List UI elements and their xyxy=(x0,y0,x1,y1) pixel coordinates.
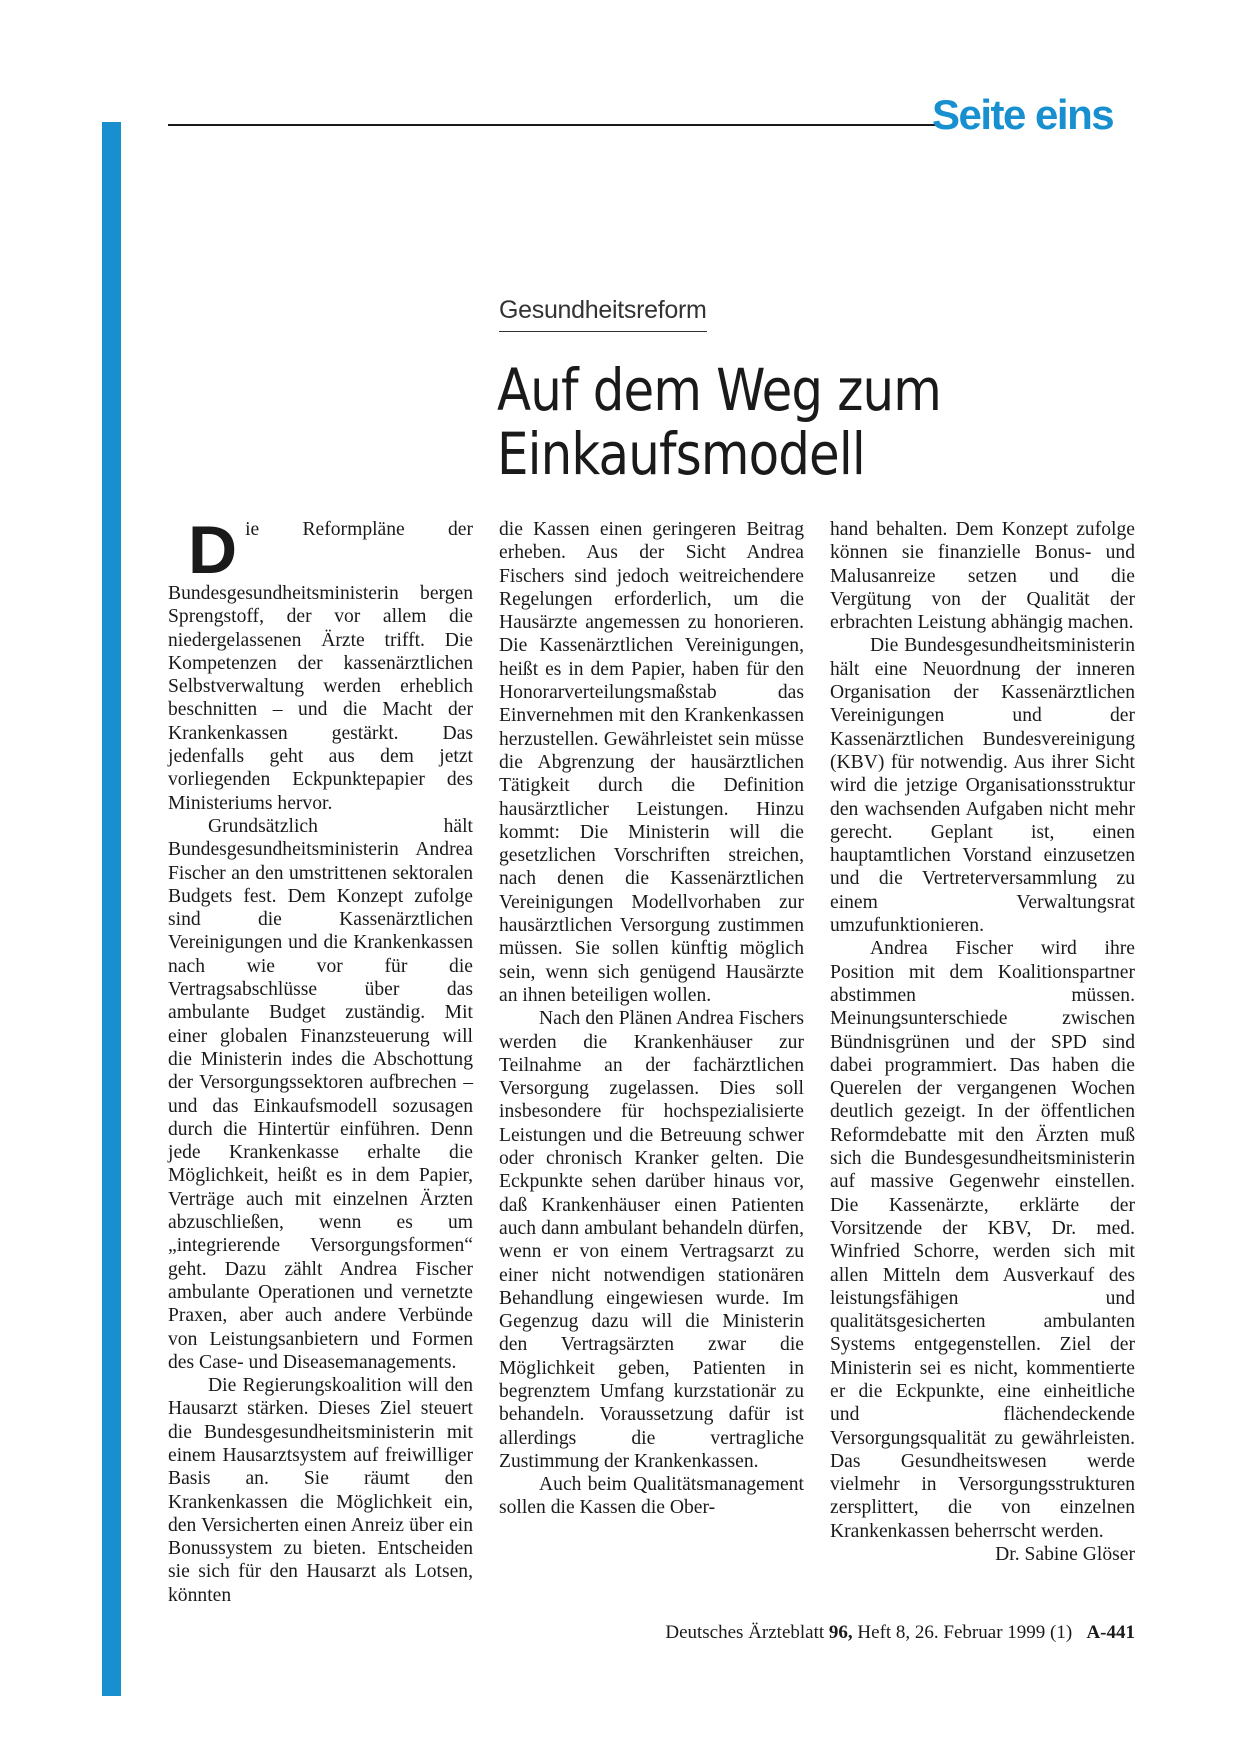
paragraph xyxy=(830,937,1135,1566)
author-signature: Dr. Sabine Glöser xyxy=(995,1544,1135,1566)
issue-date: Heft 8, 26. Februar 1999 (1) xyxy=(857,1622,1073,1643)
section-label: Seite eins xyxy=(932,91,1114,138)
article-rubric: Gesundheitsreform xyxy=(499,296,707,332)
headline-line-1: Auf dem Weg zum xyxy=(497,356,942,424)
article-column-3 xyxy=(830,518,1135,1566)
page-number: A-441 xyxy=(1086,1622,1135,1643)
header-rule xyxy=(168,124,936,126)
paragraph: hand behalten. Dem Konzept zufolge können sie finanzielle Bonus- und Malusanreize setzen und die Vergütung von der Qualität der erbrachten Leistung abhängig machen. xyxy=(830,519,1135,634)
paragraph: Die Regierungskoalition will den Hausarzt stärken. Dieses Ziel steuert die Bundesgesundheitsministerin mit einem Hausarztsystem auf freiwilliger Basis an. Sie räumt den Krankenkassen die Möglichkeit ein, den Versicherten einen Anreiz über ein Bonussystem zu bieten. Entscheiden sie sich für den Hausarzt als Lotsen, könnten xyxy=(168,1375,473,1606)
paragraph-text: ie Reformpläne der Bundesgesundheitsministerin bergen Sprengstoff, der vor allem die niedergelassenen Ärzte trifft. Die Kompetenzen der kassenärztlichen Selbstverwaltung werden erheblich beschnitten – und die Macht der Krankenkassen gestärkt. Das jedenfalls geht aus dem jetzt vorliegenden Eckpunktepapier des Ministeriums hervor. xyxy=(168,519,473,814)
publication-name: Deutsches Ärzteblatt xyxy=(665,1622,825,1643)
article-headline xyxy=(497,358,1030,486)
paragraph: die Kassen einen geringeren Beitrag erheben. Aus der Sicht Andrea Fischers sind jedoch weitreichendere Regelungen erforderlich, um die Hausärzte angemessen zu honorieren. Die Kassenärztlichen Vereinigungen, heißt es in dem Papier, haben für den Honorarverteilungsmaßstab das Einvernehmen mit den Krankenkassen herzustellen. Gewährleistet sein müsse die Abgrenzung der hausärztlichen Tätigkeit durch die Definition hausärztlicher Leistungen. Hinzu kommt: Die Ministerin will die gesetzlichen Vorschriften streichen, nach denen die Kassenärztlichen Vereinigungen Modellvorhaben zur hausärztlichen Versorgung zustimmen müssen. Sie sollen künftig möglich sein, wenn sich genügend Hausärzte an ihnen beteiligen wollen. xyxy=(499,519,804,1006)
page-footer xyxy=(665,1622,1135,1644)
paragraph: Die Bundesgesundheitsministerin hält eine Neuordnung der inneren Organisation der Kassenärztlichen Vereinigungen und der Kassenärztlichen Bundesvereinigung (KBV) für notwendig. Aus ihrer Sicht wird die jetzige Organisationsstruktur den wachsenden Aufgaben nicht mehr gerecht. Geplant ist, einen hauptamtlichen Vorstand einzusetzen und die Vertreterversammlung zu einem Verwaltungsrat umzufunktionieren. xyxy=(830,635,1135,937)
paragraph-text: Andrea Fischer wird ihre Position mit dem Koalitionspartner abstimmen müssen. Meinungsunterschiede zwischen Bündnisgrünen und der SPD sind dabei programmiert. Das haben die Querelen der vergangenen Wochen deutlich gezeigt. In der öffentlichen Reformdebatte mit den Ärzten muß sich die Bundesgesundheitsministerin auf massive Gegenwehr einstellen. Die Kassenärzte, erklärte der Vorsitzende der KBV, Dr. med. Winfried Schorre, werden sich mit allen Mitteln dem Ausverkauf des leistungsfähigen und qualitätsgesicherten ambulanten Systems entgegenstellen. Ziel der Ministerin sei es nicht, kommentierte er die Eckpunkte, eine einheitliche und flächendeckende Versorgungsqualität zu gewährleisten. Das Gesundheitswesen werde vielmehr in Versorgungsstrukturen zersplittert, die von einzelnen Krankenkassen beherrscht werden. xyxy=(830,938,1135,1542)
drop-cap: D xyxy=(188,512,238,588)
article-column-2 xyxy=(499,518,804,1520)
accent-sidebar-bar xyxy=(102,122,121,1696)
paragraph: Auch beim Qualitätsmanagement sollen die Kassen die Ober- xyxy=(499,1474,804,1519)
paragraph: Grundsätzlich hält Bundesgesundheitsministerin Andrea Fischer an den umstrittenen sektoralen Budgets fest. Dem Konzept zufolge sind die Kassenärztlichen Vereinigungen und die Krankenkassen nach wie vor für die Vertragsabschlüsse über das ambulante Budget zuständig. Mit einer globalen Finanzsteuerung will die Ministerin indes die Abschottung der Versorgungssektoren aufbrechen – und das Einkaufsmodell sozusagen durch die Hintertür einführen. Denn jede Krankenkasse erhalte die Möglichkeit, heißt es in dem Papier, Verträge auch mit einzelnen Ärzten abzuschließen, wenn es um „integrierende Versorgungsformen“ geht. Dazu zählt Andrea Fischer ambulante Operationen und vernetzte Praxen, aber auch andere Verbünde von Leistungsanbietern und Formen des Case- und Diseasemanagements. xyxy=(168,815,473,1373)
paragraph: Nach den Plänen Andrea Fischers werden die Krankenhäuser zur Teilnahme an der fachärztlichen Versorgung zugelassen. Dies soll insbesondere für hochspezialisierte Leistungen und die Betreuung schwer oder chronisch Kranker gelten. Die Eckpunkte sehen darüber hinaus vor, daß Krankenhäuser einen Patienten auch dann ambulant behandeln dürfen, wenn er von einem Vertragsarzt zu einer nicht notwendigen stationären Behandlung eingewiesen wurde. Im Gegenzug dazu will die Ministerin den Vertragsärzten zwar die Möglichkeit geben, Patienten in begrenztem Umfang kurzstationär zu behandeln. Voraussetzung dafür ist allerdings die vertragliche Zustimmung der Krankenkassen. xyxy=(499,1008,804,1472)
headline-line-2: Einkaufsmodell xyxy=(497,420,865,488)
volume-number: 96, xyxy=(828,1622,853,1643)
paragraph xyxy=(168,512,473,815)
article-column-1 xyxy=(168,512,473,1607)
